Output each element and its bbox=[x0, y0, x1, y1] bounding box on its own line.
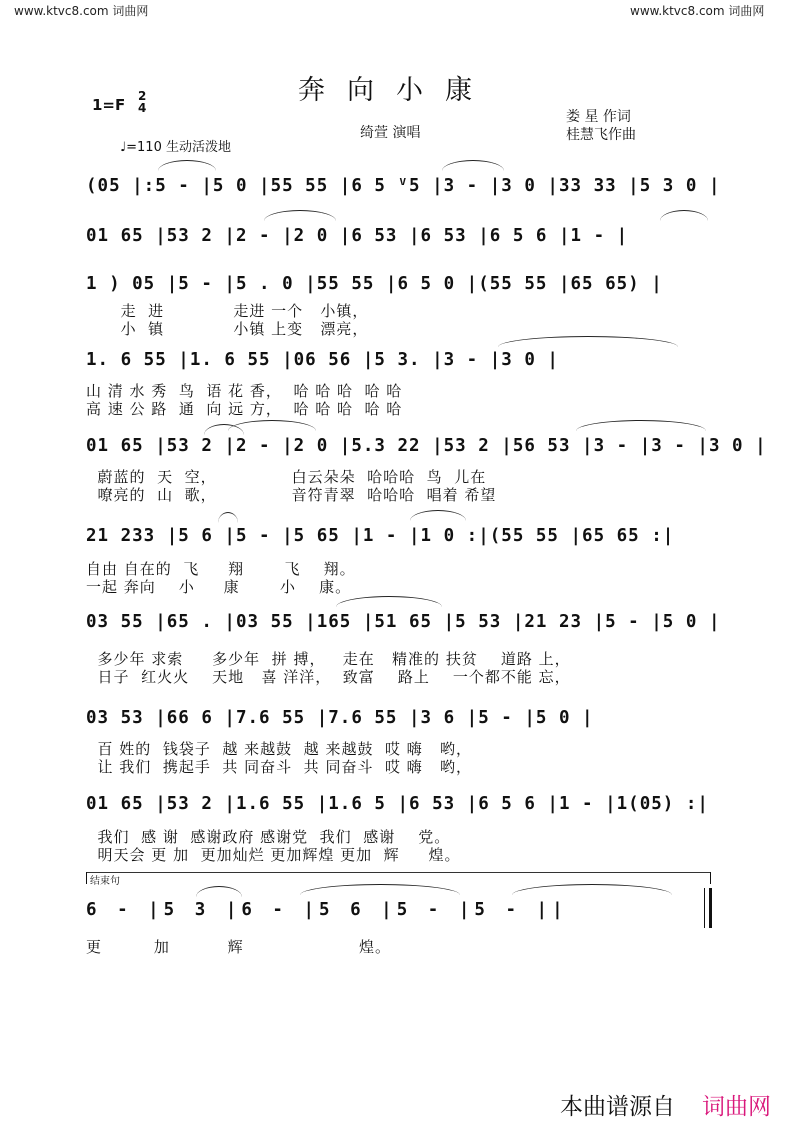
notation-row-7: 03 55 |65 . |03 55 |165 |51 65 |5 53 |21 23 |5 - |5 0 | bbox=[86, 612, 721, 632]
slur bbox=[512, 884, 672, 895]
lyrics-row-4-verse-2: 高 速 公 路 通 向 远 方， 哈 哈 哈 哈 哈 bbox=[86, 400, 403, 418]
lyrics-row-7-verse-2: 日子 红火火 天地 喜 洋洋， 致富 路上 一个都不能 忘， bbox=[86, 668, 571, 686]
notation-row-9: 01 65 |53 2 |1.6 55 |1.6 5 |6 53 |6 5 6 |1 - |1(05) :| bbox=[86, 794, 709, 814]
tempo-marking: ♩=110 生动活泼地 bbox=[120, 140, 231, 155]
lyrics-row-4-verse-1: 山 清 水 秀 鸟 语 花 香， 哈 哈 哈 哈 哈 bbox=[86, 382, 403, 400]
lyrics-row-8-verse-1: 百 姓的 钱袋子 越 来越鼓 越 来越鼓 哎 嗨 哟， bbox=[86, 740, 473, 758]
slur bbox=[336, 596, 442, 607]
slur bbox=[576, 420, 706, 431]
ending-bracket-left bbox=[86, 872, 87, 884]
ending-label: 结束句 bbox=[90, 876, 120, 887]
final-barline-thick bbox=[709, 888, 712, 928]
slur bbox=[498, 336, 678, 347]
song-title: 奔向小康 bbox=[298, 75, 494, 106]
slur bbox=[158, 160, 216, 171]
notation-row-10: 6 - |5 3 |6 - |5 6 |5 - |5 - || bbox=[86, 900, 568, 920]
notation-row-1: (05 |:5 - |5 0 |55 55 |6 5 ⱽ5 |3 - |3 0 |33 33 |5 3 0 | bbox=[86, 176, 721, 196]
slur bbox=[660, 210, 708, 221]
notation-row-5: 01 65 |53 2 |2 - |2 0 |5.3 22 |53 2 |56 53 |3 - |3 - |3 0 | bbox=[86, 436, 767, 456]
lyrics-row-6-verse-2: 一起 奔向 小 康 小 康。 bbox=[86, 578, 352, 596]
slur bbox=[264, 210, 336, 221]
lyrics-row-5-verse-2: 嘹亮的 山 歌， 音符青翠 哈哈哈 唱着 希望 bbox=[86, 486, 497, 504]
footer-brand[interactable]: 词曲网 bbox=[702, 1094, 771, 1120]
lyrics-row-5-verse-1: 蔚蓝的 天 空， 白云朵朵 哈哈哈 鸟 儿在 bbox=[86, 468, 487, 486]
notation-row-3: 1 ) 05 |5 - |5 . 0 |55 55 |6 5 0 |(55 55 |65 65) | bbox=[86, 274, 663, 294]
singer-credit: 绮萱 演唱 bbox=[360, 125, 421, 141]
ending-bracket bbox=[86, 872, 711, 873]
lyrics-row-8-verse-2: 让 我们 携起手 共 同奋斗 共 同奋斗 哎 嗨 哟， bbox=[86, 758, 473, 776]
slur bbox=[196, 886, 242, 897]
time-signature: 2 4 bbox=[138, 89, 147, 115]
lyrics-row-7-verse-1: 多少年 求索 多少年 拼 搏， 走在 精准的 扶贫 道路 上， bbox=[86, 650, 571, 668]
notation-row-2: 01 65 |53 2 |2 - |2 0 |6 53 |6 53 |6 5 6 |1 - | bbox=[86, 226, 629, 246]
slur bbox=[300, 884, 460, 895]
ending-bracket-right bbox=[710, 872, 711, 884]
slur bbox=[218, 512, 238, 523]
lyrics-row-9-verse-2: 明天会 更 加 更加灿烂 更加辉煌 更加 辉 煌。 bbox=[86, 846, 461, 864]
footer-source-text: 本曲谱源自 bbox=[560, 1094, 675, 1120]
notation-row-8: 03 53 |66 6 |7.6 55 |7.6 55 |3 6 |5 - |5 0 | bbox=[86, 708, 594, 728]
notation-row-6: 21 233 |5 6 |5 - |5 65 |1 - |1 0 :|(55 55 |65 65 :| bbox=[86, 526, 675, 546]
slur bbox=[410, 510, 466, 521]
watermark-right: www.ktvc8.com 词曲网 bbox=[630, 4, 765, 18]
watermark-left: www.ktvc8.com 词曲网 bbox=[14, 4, 149, 18]
lyrics-row-9-verse-1: 我们 感 谢 感谢政府 感谢党 我们 感谢 党。 bbox=[86, 828, 451, 846]
key-signature: 1=F bbox=[92, 96, 126, 114]
lyrics-row-10: 更 加 辉 煌。 bbox=[86, 938, 391, 956]
composer-credit: 桂慧飞作曲 bbox=[566, 127, 636, 143]
lyrics-row-6-verse-1: 自由 自在的 飞 翔 飞 翔。 bbox=[86, 560, 356, 578]
slur bbox=[228, 420, 316, 431]
lyrics-row-3-verse-1: 走 进 走进 一个 小镇， bbox=[86, 302, 369, 320]
final-barline-thin bbox=[704, 888, 705, 928]
slur bbox=[442, 160, 504, 171]
lyricist-credit: 娄 星 作词 bbox=[566, 109, 631, 125]
notation-row-4: 1. 6 55 |1. 6 55 |06 56 |5 3. |3 - |3 0 | bbox=[86, 350, 559, 370]
lyrics-row-3-verse-2: 小 镇 小镇 上变 漂亮， bbox=[86, 320, 369, 338]
